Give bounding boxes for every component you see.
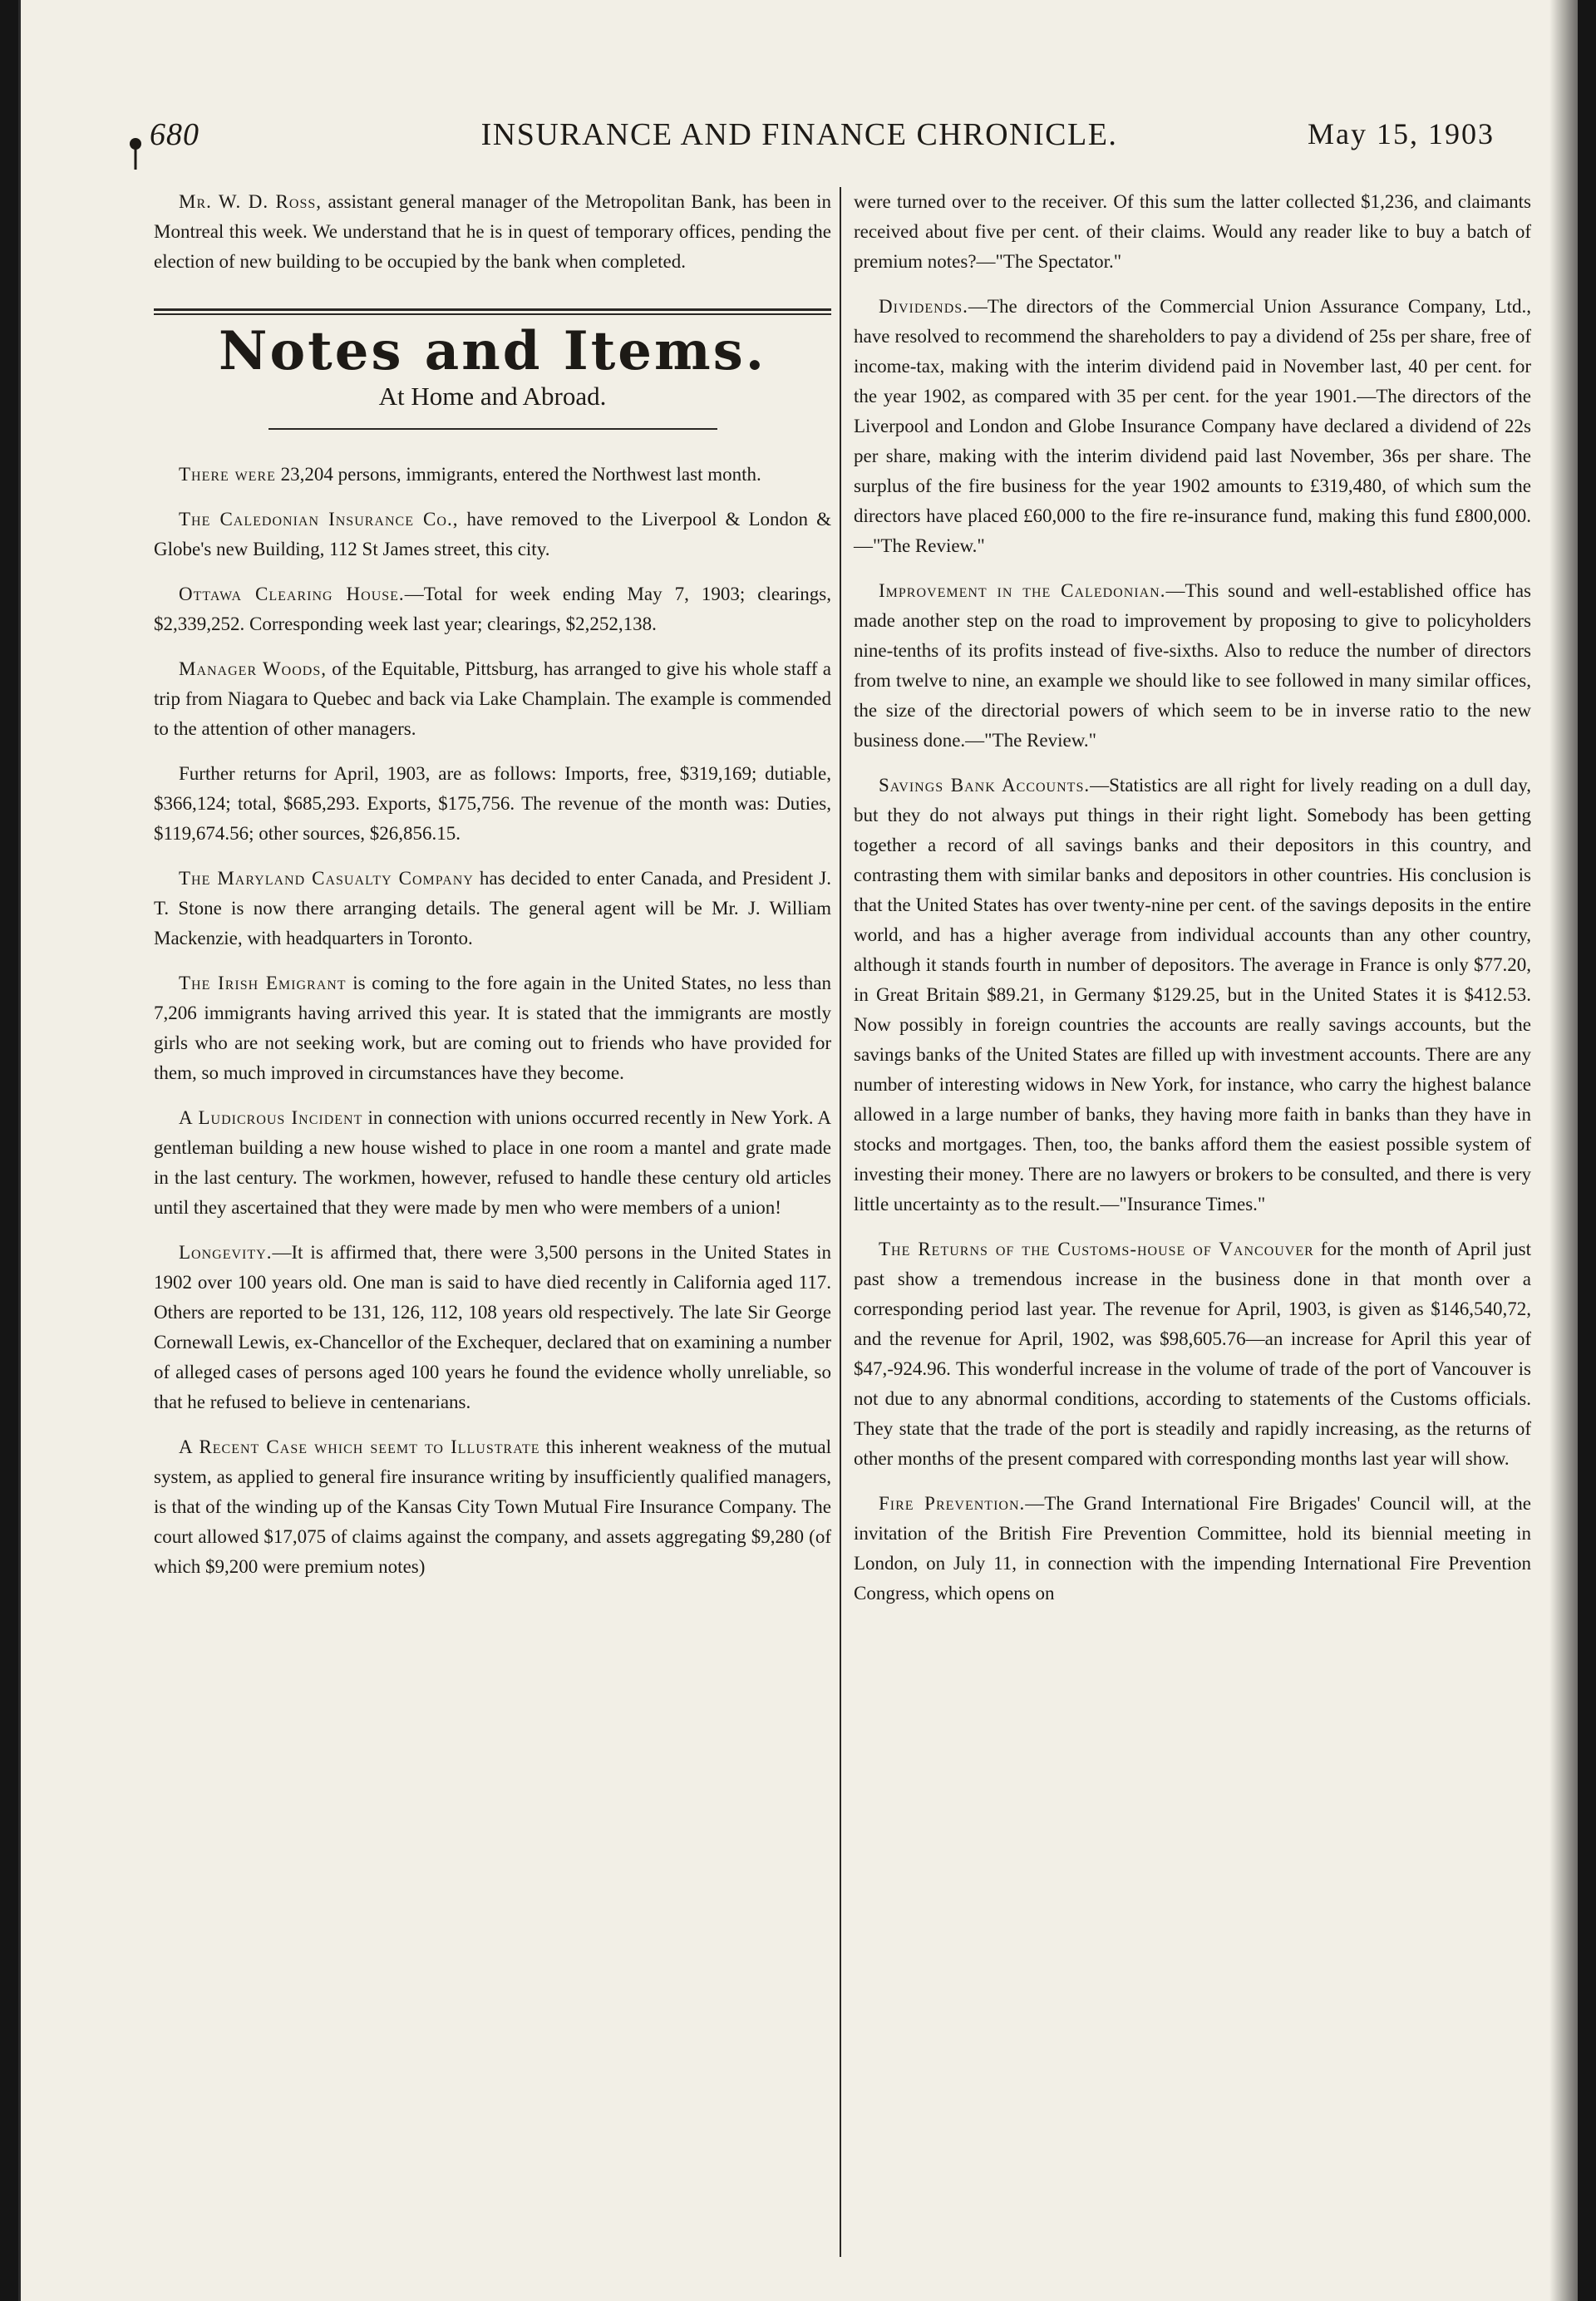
item-text: —This sound and well-established office has made another step on the road to improvement by proposing to give to policyholders nine-tenths of its profits instead of five-sixths. Also to reduce the number of directors from twelve to nine, an example we should like to see followed in many similar offices, the size of the directorial powers of which seem to be in inverse ratio to the new business done.—"The Review." [854,580,1531,751]
item-lead: A Recent Case which seemt to Illustrate [179,1436,540,1457]
news-item [854,1489,1531,1609]
item-lead: Savings Bank Accounts. [879,775,1091,796]
item-lead: Ottawa Clearing House. [179,584,405,604]
item-text: —The directors of the Commercial Union Assurance Company, Ltd., have resolved to recommend the shareholders to pay a dividend of 25s per share, free of income-tax, making with the interim dividend paid in November last, 40 per cent. for the year 1902, as compared with 35 per cent. for the year 1901.—The directors of the Liverpool and London and Globe Insurance Company have declared a dividend of 22s per share, making with the interim dividend paid last November, 36s per share. The surplus of the fire business for the year 1902 amounts to £319,480, of which sum the directors have placed £60,000 to the fire re-insurance fund, making this fund £800,000.—"The Review." [854,296,1531,556]
item-text: this inherent weakness of the mutual system, as applied to general fire insurance writing by insufficiently qualified managers, is that of the winding up of the Kansas City Town Mutual Fire Insurance Company. The court allowed $17,075 of claims against the company, and assets aggregating $9,280 (of which $9,200 were premium notes) [154,1436,831,1577]
item-lead: Dividends. [879,296,968,317]
right-items [854,292,1531,1609]
item-lead: The Caledonian Insurance Co., [179,509,459,530]
item-lead: The Maryland Casualty Company [179,868,474,889]
section-title: Notes and Items. [218,320,767,382]
news-item [854,1234,1531,1474]
item-lead: The Returns of the Customs-house of Vancouver [879,1239,1314,1259]
left-items [154,460,831,1582]
news-item [154,1103,831,1223]
news-item [154,759,831,849]
section-double-rule [154,308,831,315]
intro-paragraph [154,187,831,277]
item-lead: Fire Prevention. [879,1493,1026,1514]
issue-date: May 15, 1903 [1308,117,1495,150]
item-text: 23,204 persons, immigrants, entered the Northwest last month. [275,464,761,485]
item-text: has decided to enter Canada, and President J. T. Stone is now there arranging details. The general agent will be Mr. J. William Mackenzie, with headquarters in Toronto. [154,868,831,948]
news-item [154,864,831,953]
item-lead: A Ludicrous Incident [179,1107,363,1128]
paragraph-lead: Mr. W. D. Ross, [179,191,322,212]
news-item [154,968,831,1088]
item-lead: Improvement in the Caledonian. [879,580,1166,601]
item-text: —Total for week ending May 7, 1903; clearings, $2,339,252. Corresponding week last year; clearings, $2,252,138. [154,584,831,634]
news-item [854,576,1531,756]
journal-title: INSURANCE AND FINANCE CHRONICLE. [480,117,1118,152]
item-text: for the month of April just past show a tremendous increase in the business done in that month over a corresponding period last year. The revenue for April, 1903, is given as $146,540,72, and the revenue for April, 1902, was $98,605.76—an increase for April this year of $47,-924.96. This wonderful increase in the volume of trade of the port of Vancouver is not due to any abnormal conditions, according to statements of the Customs officials. They state that the trade of the port is steadily and rapidly increasing, as the returns of other months of the present compared with corresponding months last year will show. [854,1239,1531,1469]
item-text: is coming to the fore again in the United States, no less than 7,206 immigrants having arrived this year. It is stated that the immigrants are mostly girls who are not seeking work, but are coming out to friends who have provided for them, so much improved in circumstances have they become. [154,973,832,1083]
column-divider [840,187,841,2257]
right-column [854,187,1531,1624]
page-number: 680 [150,117,200,152]
news-item [154,654,831,744]
news-item [154,1432,831,1582]
paragraph-text: assistant general manager of the Metropolitan Bank, has been in Montreal this week. We understand that he is in quest of temporary offices, pending the election of new building to be occupied by the bank when completed. [154,191,832,272]
news-item [154,1238,831,1417]
item-text: —The Grand International Fire Brigades' Council will, at the invitation of the British Fire Prevention Committee, hold its biennial meeting in London, on July 11, in connection with the impending International Fire Prevention Congress, which opens on [854,1493,1532,1604]
news-item [154,505,831,564]
newspaper-page [18,0,1578,2301]
news-item [854,292,1531,561]
item-text: Further returns for April, 1903, are as follows: Imports, free, $319,169; dutiable, $366,124; total, $685,293. Exports, $175,756. The revenue of the month was: Duties, $119,674.56; other sources, $26,856.15. [154,763,831,844]
item-lead: The Irish Emigrant [179,973,347,993]
section-short-rule [268,428,717,430]
page-header [21,116,1578,175]
item-lead: There were [179,464,276,485]
section-subtitle: At Home and Abroad. [378,382,607,411]
item-lead: Longevity. [179,1242,273,1263]
news-item [154,579,831,639]
item-text: in connection with unions occurred recently in New York. A gentleman building a new house wished to place in one room a mantel and grate made in the last century. The workmen, however, refused to handle these century old articles until they ascertained that they were made by men who were members of a union! [154,1107,831,1218]
item-text: of the Equitable, Pittsburg, has arranged to give his whole staff a trip from Niagara to Quebec and back via Lake Champlain. The example is commended to the attention of other managers. [154,658,831,739]
item-text: —It is affirmed that, there were 3,500 persons in the United States in 1902 over 100 years old. One man is said to have died recently in California aged 117. Others are reported to be 131, 126, 112, 108 years old respectively. The late Sir George Cornewall Lewis, ex-Chancellor of the Exchequer, declared that on examining a number of alleged cases of persons aged 100 years he found the evidence wholly unreliable, so that he refused to believe in centenarians. [154,1242,831,1412]
continuation-paragraph: were turned over to the receiver. Of this sum the latter collected $1,236, and claimants received about five per cent. of their claims. Would any reader like to buy a batch of premium notes?—"The Spectator." [854,191,1531,272]
item-text: —Statistics are all right for lively reading on a dull day, but they do not always put things in their right light. Somebody has been getting together a record of all savings banks and their depositors in this country, and contrasting them with similar banks and depositors in other countries. His conclusion is that the United States has over twenty-nine per cent. of the savings deposits in the entire world, and has a higher average from individual accounts than any other country, although it stands fourth in number of depositors. The average in France is only $77.20, in Great Britain $89.21, in Germany $129.25, but in the United States it is $412.53. Now possibly in foreign countries the accounts are really savings accounts, but the savings banks of the United States are filled up with investment accounts. There are any number of interesting widows in New York, for instance, who carry the highest balance allowed in a large number of banks, they having more faith in banks than they have in stocks and mortgages. Then, too, the banks afford them the easiest possible system of investing their money. There are no lawyers or brokers to be consulted, and there is very little uncertainty as to the result.—"Insurance Times." [854,775,1531,1215]
item-text: have removed to the Liverpool & London & Globe's new Building, 112 St James street, this city. [154,509,831,559]
item-lead: Manager Woods, [179,658,327,679]
news-item [154,460,831,490]
news-item [854,771,1531,1219]
left-column [154,187,831,1597]
page-edge-shadow [1549,0,1578,2301]
